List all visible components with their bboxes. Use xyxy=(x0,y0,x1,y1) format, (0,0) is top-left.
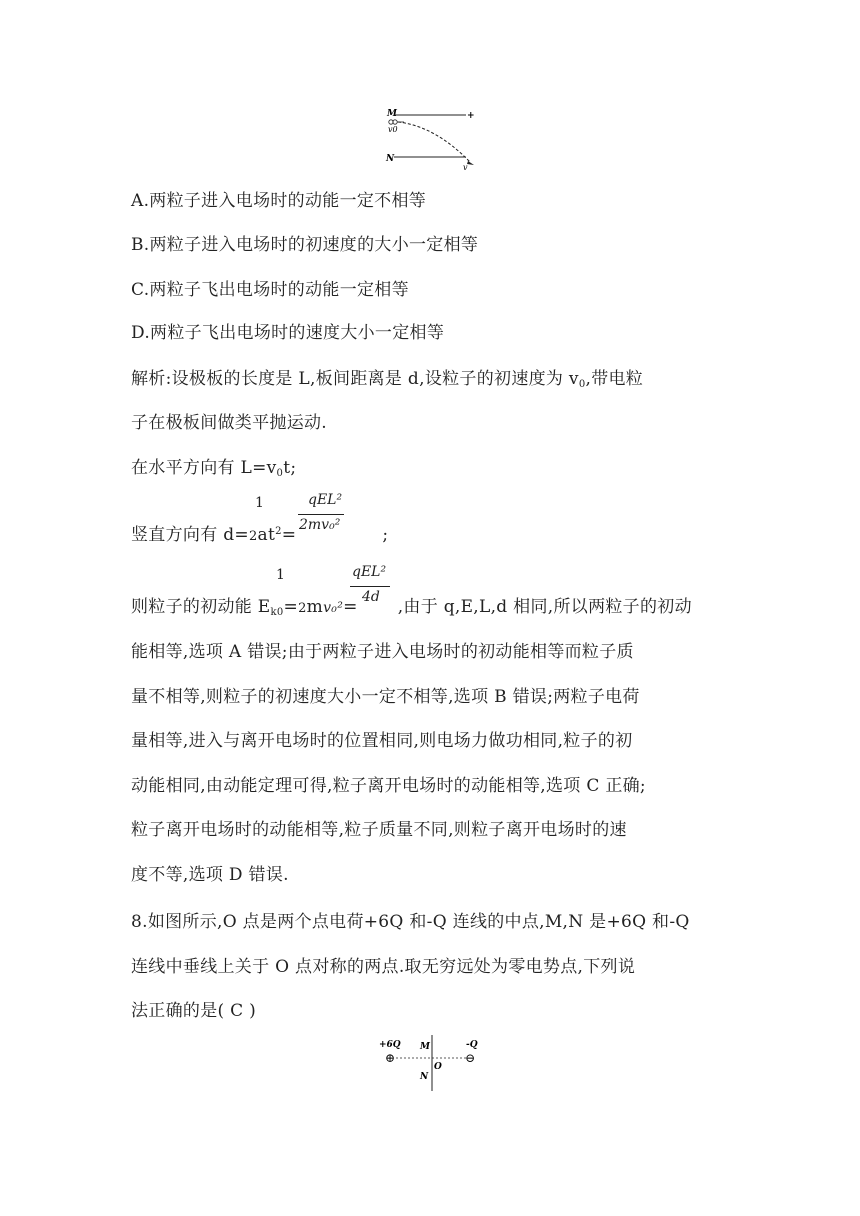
analysis-text: 则粒子的初动能 E xyxy=(131,597,271,617)
equals: = xyxy=(283,597,299,617)
label-v0: v0 xyxy=(388,125,398,134)
label-o: O xyxy=(434,1062,442,1072)
frac1-bar xyxy=(298,514,344,515)
option-a: A.两粒子进入电场时的动能一定不相等 xyxy=(131,191,427,211)
equals: = xyxy=(343,597,358,617)
analysis-text: 在水平方向有 L=v xyxy=(131,458,277,478)
question8-line-1: 8.如图所示,O 点是两个点电荷+6Q 和-Q 连线的中点,M,N 是+6Q 和-Q xyxy=(131,912,690,932)
analysis-line-9: 动能相同,由动能定理可得,粒子离开电场时的动能相等,选项 C 正确; xyxy=(131,776,646,796)
subscript: 0 xyxy=(276,468,284,479)
trajectory xyxy=(398,122,470,162)
analysis-line-4 xyxy=(131,520,388,545)
label-n: N xyxy=(420,1072,429,1082)
frac2-num: qEL² xyxy=(352,564,387,580)
label-m: M xyxy=(387,109,397,119)
analysis-line-2: 子在极板间做类平抛运动. xyxy=(131,413,328,433)
semicolon: ; xyxy=(382,525,389,545)
analysis-text: ,由于 q,E,L,d 相同,所以两粒子的初动 xyxy=(397,597,692,617)
analysis-text: t; xyxy=(283,458,297,478)
analysis-line-10: 粒子离开电场时的动能相等,粒子质量不同,则粒子离开电场时的速 xyxy=(131,820,627,840)
neg-charge-symbol: ⊖ xyxy=(465,1051,476,1065)
half-num: 1 xyxy=(255,495,264,511)
half-den: 2 xyxy=(248,529,258,544)
label-neg-charge: -Q xyxy=(466,1040,478,1050)
analysis-line-6: 能相等,选项 A 错误;由于两粒子进入电场时的初动能相等而粒子质 xyxy=(131,642,634,662)
analysis-text: 解析:设极板的长度是 L,板间距离是 d,设粒子的初速度为 v xyxy=(131,369,579,389)
mass: m xyxy=(306,597,324,617)
analysis-text: 竖直方向有 d= xyxy=(131,525,249,545)
analysis-line-1 xyxy=(131,364,643,390)
subscript: 0 xyxy=(578,379,586,390)
question8-line-2: 连线中垂线上关于 O 点对称的两点.取无穷远处为零电势点,下列说 xyxy=(131,957,636,977)
option-d: D.两粒子飞出电场时的速度大小一定相等 xyxy=(131,323,445,343)
label-pos-charge: +6Q xyxy=(379,1040,401,1050)
analysis-line-7: 量不相等,则粒子的初速度大小一定不相等,选项 B 错误;两粒子电荷 xyxy=(131,687,640,707)
figure-deflection xyxy=(380,104,490,174)
analysis-line-5 xyxy=(131,592,692,618)
label-n: N xyxy=(386,154,395,164)
analysis-line-11: 度不等,选项 D 错误. xyxy=(131,865,289,885)
analysis-line-3 xyxy=(131,453,296,479)
label-v: v xyxy=(463,163,468,172)
analysis-line-8: 量相等,进入与离开电场时的位置相同,则电场力做功相同,粒子的初 xyxy=(131,731,633,751)
half-num-2: 1 xyxy=(276,567,285,583)
label-m: M xyxy=(420,1042,430,1052)
subscript: k0 xyxy=(270,607,284,618)
pos-charge-symbol: ⊕ xyxy=(385,1051,396,1065)
superscript: 2 xyxy=(275,526,282,537)
analysis-text: ,带电粒 xyxy=(585,369,644,389)
option-c: C.两粒子飞出电场时的动能一定相等 xyxy=(131,280,409,300)
at-text: at xyxy=(257,525,276,545)
frac1-num: qEL² xyxy=(308,492,343,508)
equals: = xyxy=(281,525,297,545)
figure-charges xyxy=(376,1033,486,1093)
half-den: 2 xyxy=(298,601,307,616)
frac1-den: 2mv₀² xyxy=(299,517,341,533)
label-plus: + xyxy=(467,111,475,121)
option-b: B.两粒子进入电场时的初速度的大小一定相等 xyxy=(131,235,479,255)
question8-line-3: 法正确的是( C ) xyxy=(131,1001,257,1021)
frac2-bar xyxy=(350,586,390,587)
v0-squared: v₀² xyxy=(323,600,344,616)
frac2-den: 4d xyxy=(362,589,380,605)
exit-arrow xyxy=(467,161,474,165)
